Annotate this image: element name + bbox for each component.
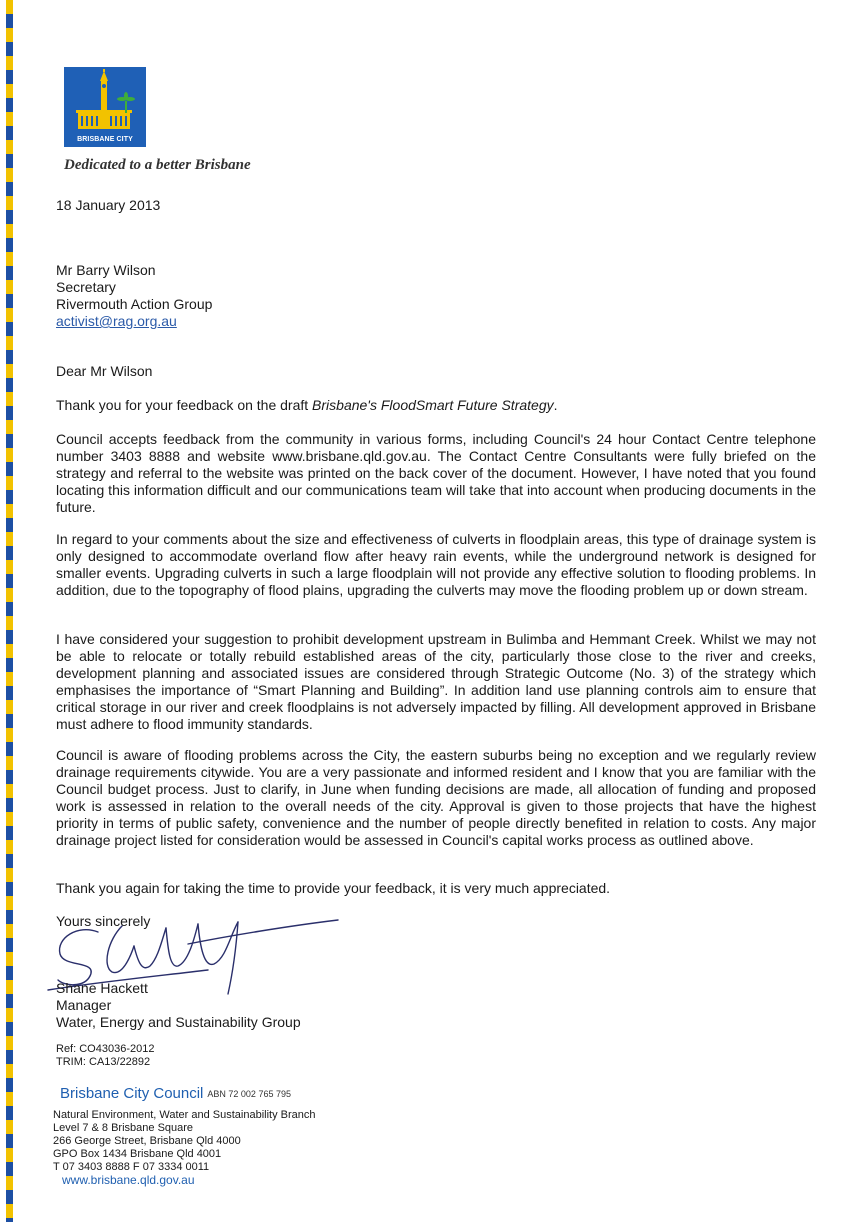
abn-number: ABN 72 002 765 795 (207, 1089, 291, 1099)
signatory-name: Shane Hackett (56, 980, 148, 996)
branch-name: Natural Environment, Water and Sustainability Branch (53, 1109, 316, 1121)
strategy-title: Brisbane's FloodSmart Future Strategy (312, 397, 554, 413)
address-line-3: GPO Box 1434 Brisbane Qld 4001 (53, 1148, 222, 1160)
paragraph-6: Thank you again for taking the time to provide your feedback, it is very much appreciated. (56, 880, 611, 896)
recipient-organisation: Rivermouth Action Group (56, 296, 213, 312)
paragraph-1-end: . (553, 397, 558, 413)
paragraph-1 (56, 397, 816, 414)
city-hall-icon (64, 67, 146, 147)
page-edge-stripe (6, 0, 13, 1222)
council-name-text: Brisbane City Council (60, 1085, 204, 1102)
salutation: Dear Mr Wilson (56, 363, 153, 379)
paragraph-4: I have considered your suggestion to prohibit development upstream in Bulimba and Hemmant Creek. Whilst we may not be able to relocate or totally rebuild established areas of the city, particularly those close to the river and creeks, development planning and associated issues are considered through Strategic Outcome (No. 3) of the strategy which emphasises the importance of “Smart Planning and Building”. In addition land use planning controls aim to ensure that critical storage in our river and creek floodplains is not adversely impacted by filling. All development approved in Brisbane must adhere to flood immunity standards. (56, 631, 816, 732)
council-name (60, 1085, 291, 1102)
website-link[interactable]: www.brisbane.qld.gov.au (62, 1173, 195, 1187)
recipient-name: Mr Barry Wilson (56, 262, 156, 278)
brisbane-city-logo (64, 67, 146, 147)
phone-fax: T 07 3403 8888 F 07 3334 0011 (53, 1161, 210, 1173)
address-line-2: 266 George Street, Brisbane Qld 4000 (53, 1135, 241, 1147)
paragraph-5: Council is aware of flooding problems across the City, the eastern suburbs being no exception and we regularly review drainage requirements citywide. You are a very passionate and informed resident and I know that you are familiar with the Council budget process. Just to clarify, in June when funding decisions are made, all allocation of funding and proposed work is assessed in relation to the overall needs of the city. Approval is given to those projects that have the highest priority in terms of public safety, convenience and the number of people directly benefited in relation to costs. Any major drainage project listed for consideration would be assessed in Council's capital works process as outlined above. (56, 747, 816, 848)
ref-number: Ref: CO43036-2012 (56, 1043, 155, 1055)
closing: Yours sincerely (56, 913, 151, 929)
recipient-address (56, 262, 212, 330)
signatory-group: Water, Energy and Sustainability Group (56, 1014, 301, 1030)
signatory-title: Manager (56, 997, 112, 1013)
recipient-title: Secretary (56, 279, 116, 295)
trim-number: TRIM: CA13/22892 (56, 1056, 151, 1068)
logo-text: BRISBANE CITY (77, 136, 133, 143)
paragraph-2: Council accepts feedback from the community in various forms, including Council's 24 hour Contact Centre telephone number 3403 8888 and website www.brisbane.qld.gov.au. The Contact Centre Consultants were fully briefed on the strategy and referral to the website was printed on the back cover of the document. However, I have noted that you found locating this information difficult and our communications team will take that into account when producing documents in the future. (56, 431, 816, 515)
recipient-email-link[interactable]: activist@rag.org.au (56, 313, 177, 329)
branch-address (53, 1109, 316, 1174)
paragraph-3: In regard to your comments about the size and effectiveness of culverts in floodplain areas, this type of drainage system is only designed to accommodate overland flow after heavy rain events, while the underground network is designed for smaller events. Upgrading culverts in such a large floodplain will not provide any effective solution to flooding problems. In addition, due to the topography of flood plains, upgrading the culverts may move the flooding problem up or down stream. (56, 531, 816, 598)
reference-numbers (56, 1043, 154, 1069)
tagline: Dedicated to a better Brisbane (64, 157, 251, 173)
paragraph-1-text: Thank you for your feedback on the draft (56, 397, 313, 413)
letter-date: 18 January 2013 (56, 197, 161, 213)
address-line-1: Level 7 & 8 Brisbane Square (53, 1122, 194, 1134)
signatory (56, 980, 301, 1031)
